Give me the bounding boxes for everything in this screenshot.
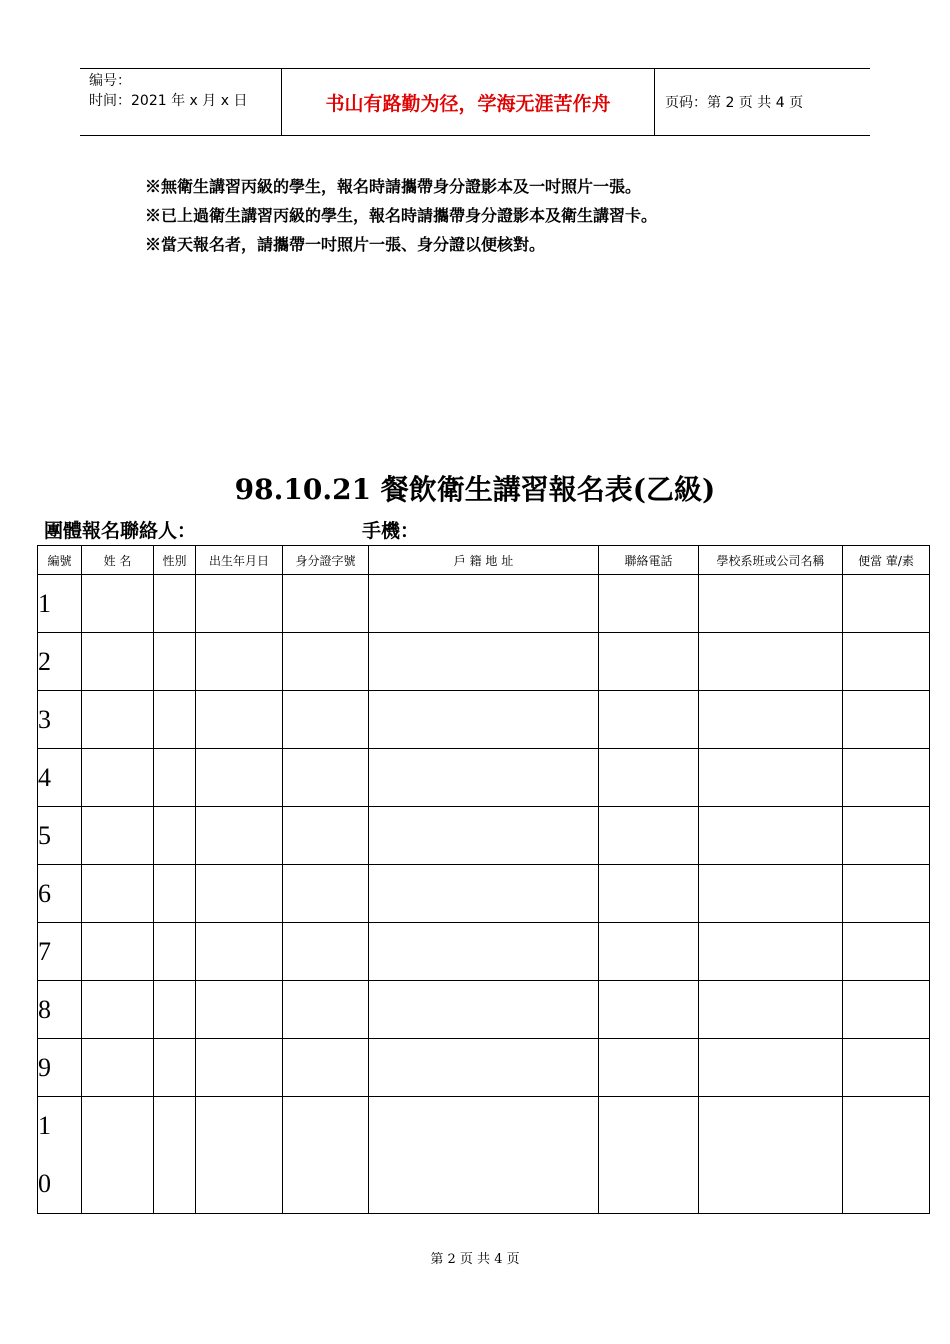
address-cell[interactable] [369, 633, 599, 691]
header-meal: 便當 葷/素 [843, 546, 930, 575]
page-footer: 第 2 页 共 4 页 [430, 1252, 520, 1267]
header-name: 姓 名 [82, 546, 154, 575]
phone-cell[interactable] [599, 1097, 699, 1214]
gender-cell[interactable] [154, 633, 196, 691]
table-row [38, 923, 930, 981]
address-cell[interactable] [369, 865, 599, 923]
note-1: ※無衛生講習丙級的學生，報名時請攜帶身分證影本及一吋照片一張。 [145, 177, 642, 196]
table-row [38, 981, 930, 1039]
phone-cell[interactable] [599, 575, 699, 633]
gender-cell[interactable] [154, 575, 196, 633]
id-number-cell[interactable] [283, 633, 369, 691]
id-number-cell[interactable] [283, 981, 369, 1039]
row-number: 5 [38, 807, 82, 865]
name-cell[interactable] [82, 981, 154, 1039]
meal-cell[interactable] [843, 981, 930, 1039]
header-meta [80, 69, 282, 135]
document-header [80, 68, 870, 136]
address-cell[interactable] [369, 923, 599, 981]
contact-label: 團體報名聯絡人： [44, 520, 197, 542]
gender-cell[interactable] [154, 691, 196, 749]
name-cell[interactable] [82, 865, 154, 923]
row-number [38, 1097, 82, 1214]
phone-cell[interactable] [599, 633, 699, 691]
header-id-number: 身分證字號 [283, 546, 369, 575]
name-cell[interactable] [82, 691, 154, 749]
row-number: 7 [38, 923, 82, 981]
address-cell[interactable] [369, 575, 599, 633]
gender-cell[interactable] [154, 865, 196, 923]
gender-cell[interactable] [154, 749, 196, 807]
birthdate-cell[interactable] [196, 749, 283, 807]
name-cell[interactable] [82, 575, 154, 633]
school-company-cell[interactable] [699, 1039, 843, 1097]
header-motto: 书山有路勤为径，学海无涯苦作舟 [282, 69, 655, 135]
gender-cell[interactable] [154, 923, 196, 981]
id-number-cell[interactable] [283, 923, 369, 981]
school-company-cell[interactable] [699, 691, 843, 749]
header-phone: 聯絡電話 [599, 546, 699, 575]
header-birthdate: 出生年月日 [196, 546, 283, 575]
table-row [38, 691, 930, 749]
birthdate-cell[interactable] [196, 691, 283, 749]
table-row [38, 1097, 930, 1214]
table-row [38, 807, 930, 865]
row-number: 3 [38, 691, 82, 749]
id-number-cell[interactable] [283, 1097, 369, 1214]
table-row [38, 575, 930, 633]
phone-cell[interactable] [599, 691, 699, 749]
name-cell[interactable] [82, 807, 154, 865]
id-number-cell[interactable] [283, 691, 369, 749]
id-number-cell[interactable] [283, 575, 369, 633]
meal-cell[interactable] [843, 807, 930, 865]
birthdate-cell[interactable] [196, 923, 283, 981]
phone-cell[interactable] [599, 865, 699, 923]
phone-cell[interactable] [599, 981, 699, 1039]
row-number: 4 [38, 749, 82, 807]
school-company-cell[interactable] [699, 749, 843, 807]
gender-cell[interactable] [154, 981, 196, 1039]
phone-cell[interactable] [599, 1039, 699, 1097]
school-company-cell[interactable] [699, 923, 843, 981]
school-company-cell[interactable] [699, 575, 843, 633]
birthdate-cell[interactable] [196, 981, 283, 1039]
phone-cell[interactable] [599, 807, 699, 865]
name-cell[interactable] [82, 1097, 154, 1214]
birthdate-cell[interactable] [196, 633, 283, 691]
school-company-cell[interactable] [699, 1097, 843, 1214]
meal-cell[interactable] [843, 633, 930, 691]
address-cell[interactable] [369, 1039, 599, 1097]
row-number: 1 [38, 575, 82, 633]
phone-label: 手機： [362, 520, 420, 542]
row-number: 6 [38, 865, 82, 923]
gender-cell[interactable] [154, 1097, 196, 1214]
address-cell[interactable] [369, 807, 599, 865]
row-number: 8 [38, 981, 82, 1039]
birthdate-cell[interactable] [196, 1039, 283, 1097]
row-number-digit: 1 [38, 1111, 51, 1140]
table-row [38, 865, 930, 923]
meal-cell[interactable] [843, 1039, 930, 1097]
school-company-cell[interactable] [699, 633, 843, 691]
id-number-cell[interactable] [283, 1039, 369, 1097]
school-company-cell[interactable] [699, 807, 843, 865]
header-school-company: 學校系班或公司名稱 [699, 546, 843, 575]
gender-cell[interactable] [154, 807, 196, 865]
note-3: ※當天報名者，請攜帶一吋照片一張、身分證以便核對。 [145, 235, 546, 254]
table-row [38, 1039, 930, 1097]
address-cell[interactable] [369, 749, 599, 807]
id-number-cell[interactable] [283, 865, 369, 923]
header-gender: 性別 [154, 546, 196, 575]
registration-table [37, 545, 930, 1214]
table-row [38, 633, 930, 691]
gender-cell[interactable] [154, 1039, 196, 1097]
school-company-cell[interactable] [699, 981, 843, 1039]
row-number-digit: 0 [38, 1169, 51, 1198]
meal-cell[interactable] [843, 691, 930, 749]
meal-cell[interactable] [843, 865, 930, 923]
name-cell[interactable] [82, 633, 154, 691]
birthdate-cell[interactable] [196, 807, 283, 865]
id-number-cell[interactable] [283, 807, 369, 865]
notes-block [145, 172, 657, 259]
name-cell[interactable] [82, 749, 154, 807]
phone-cell[interactable] [599, 749, 699, 807]
meal-cell[interactable] [843, 749, 930, 807]
address-cell[interactable] [369, 1097, 599, 1214]
address-cell[interactable] [369, 981, 599, 1039]
note-2: ※已上過衛生講習丙級的學生，報名時請攜帶身分證影本及衛生講習卡。 [145, 206, 658, 225]
time-label: 时间：2021 年 x 月 x 日 [89, 93, 248, 109]
meal-cell[interactable] [843, 923, 930, 981]
birthdate-cell[interactable] [196, 865, 283, 923]
id-number-cell[interactable] [283, 749, 369, 807]
page-indicator: 页码：第 2 页 共 4 页 [665, 95, 804, 111]
number-label: 编号： [89, 73, 131, 89]
table-row [38, 749, 930, 807]
header-number: 編號 [38, 546, 82, 575]
row-number: 2 [38, 633, 82, 691]
phone-cell[interactable] [599, 923, 699, 981]
birthdate-cell[interactable] [196, 1097, 283, 1214]
address-cell[interactable] [369, 691, 599, 749]
table-header-row [38, 546, 930, 575]
header-address: 戶 籍 地 址 [369, 546, 599, 575]
name-cell[interactable] [82, 923, 154, 981]
birthdate-cell[interactable] [196, 575, 283, 633]
school-company-cell[interactable] [699, 865, 843, 923]
meal-cell[interactable] [843, 1097, 930, 1214]
form-title: 98.10.21 餐飲衛生講習報名表(乙級) [234, 473, 716, 506]
name-cell[interactable] [82, 1039, 154, 1097]
row-number: 9 [38, 1039, 82, 1097]
meal-cell[interactable] [843, 575, 930, 633]
